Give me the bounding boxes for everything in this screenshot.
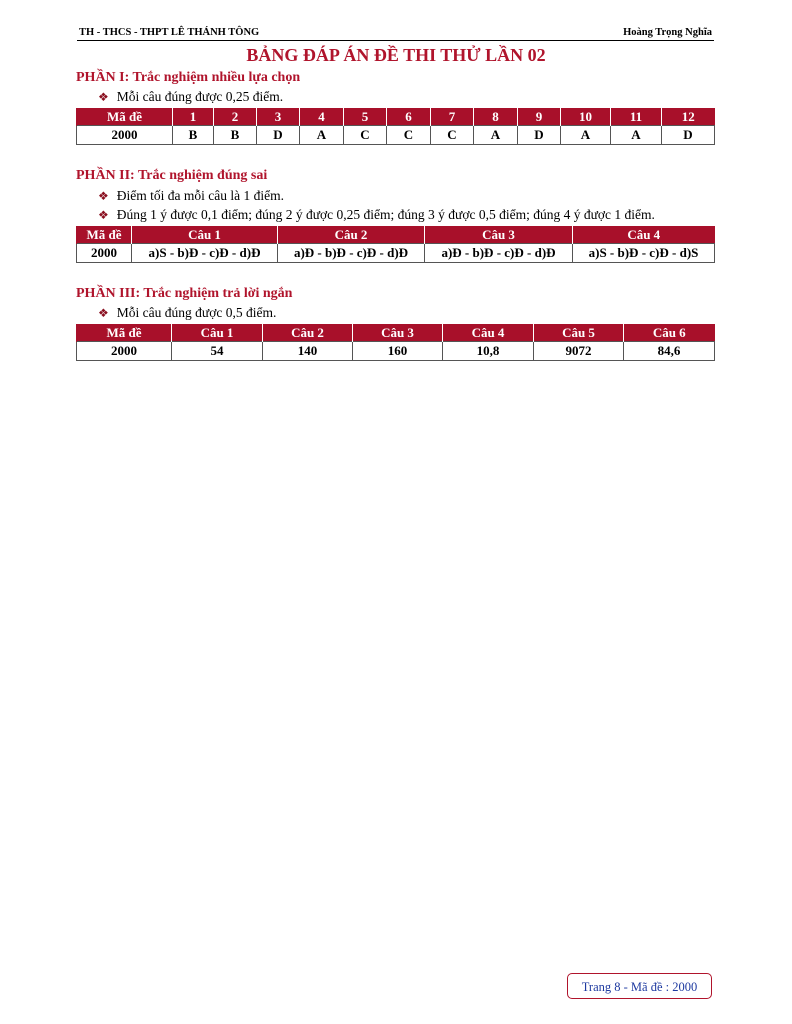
- table-cell: 160: [353, 342, 443, 361]
- header-cell: 8: [474, 108, 518, 126]
- table-cell: B: [173, 126, 214, 145]
- header-cell: Câu 4: [573, 226, 715, 244]
- note-text: Mỗi câu đúng được 0,25 điểm.: [116, 89, 284, 104]
- table-cell: C: [431, 126, 474, 145]
- header-cell: Câu 4: [443, 324, 534, 342]
- header-cell: Mã đề: [77, 108, 173, 126]
- table-cell: 140: [263, 342, 353, 361]
- part3-note: [98, 305, 276, 321]
- table-row: [77, 126, 715, 145]
- diamond-bullet-icon: ❖: [98, 306, 109, 320]
- header-cell: Mã đề: [77, 226, 132, 244]
- header-cell: Câu 5: [534, 324, 624, 342]
- table-header-row: [77, 226, 715, 244]
- header-cell: Câu 3: [353, 324, 443, 342]
- table-cell: a)Đ - b)Đ - c)Đ - d)Đ: [278, 244, 425, 263]
- part1-heading: PHẦN I: Trắc nghiệm nhiều lựa chọn: [76, 70, 301, 85]
- table-cell: 2000: [77, 244, 132, 263]
- table-cell: a)Đ - b)Đ - c)Đ - d)Đ: [425, 244, 573, 263]
- header-cell: 11: [611, 108, 662, 126]
- header-cell: 12: [662, 108, 715, 126]
- part2-heading: PHẦN II: Trắc nghiệm đúng sai: [76, 168, 268, 183]
- table-cell: D: [518, 126, 561, 145]
- header-cell: 9: [518, 108, 561, 126]
- header-cell: 3: [257, 108, 300, 126]
- part2-table: [76, 226, 715, 263]
- table-cell: C: [344, 126, 387, 145]
- part2-note: [98, 207, 655, 223]
- diamond-bullet-icon: ❖: [98, 189, 109, 203]
- table-row: [77, 244, 715, 263]
- header-cell: Câu 1: [172, 324, 263, 342]
- note-text: Mỗi câu đúng được 0,5 điểm.: [116, 305, 277, 320]
- school-name: TH - THCS - THPT LÊ THÁNH TÔNG: [79, 27, 260, 38]
- table-cell: 9072: [534, 342, 624, 361]
- note-text: Điểm tối đa mỗi câu là 1 điểm.: [116, 188, 284, 203]
- table-cell: C: [387, 126, 431, 145]
- table-cell: D: [257, 126, 300, 145]
- table-cell: a)S - b)Đ - c)Đ - d)Đ: [132, 244, 278, 263]
- page-header: [77, 26, 714, 41]
- table-row: [77, 342, 715, 361]
- header-cell: 6: [387, 108, 431, 126]
- part3-heading: PHẦN III: Trắc nghiệm trả lời ngắn: [76, 286, 293, 301]
- header-cell: 4: [300, 108, 344, 126]
- header-cell: 10: [561, 108, 611, 126]
- diamond-bullet-icon: ❖: [98, 90, 109, 104]
- header-cell: Câu 1: [132, 226, 278, 244]
- page-footer-badge: Trang 8 - Mã đề : 2000: [567, 973, 712, 999]
- table-cell: A: [611, 126, 662, 145]
- part1-note: [98, 89, 283, 105]
- table-cell: B: [214, 126, 257, 145]
- table-cell: D: [662, 126, 715, 145]
- part2-note: [98, 188, 284, 204]
- table-header-row: [77, 324, 715, 342]
- header-cell: Câu 2: [278, 226, 425, 244]
- table-cell: a)S - b)Đ - c)Đ - d)S: [573, 244, 715, 263]
- table-cell: 84,6: [624, 342, 715, 361]
- author-name: Hoàng Trọng Nghĩa: [623, 27, 712, 38]
- table-cell: A: [474, 126, 518, 145]
- table-cell: 10,8: [443, 342, 534, 361]
- diamond-bullet-icon: ❖: [98, 208, 109, 222]
- table-cell: A: [300, 126, 344, 145]
- page-title: BẢNG ĐÁP ÁN ĐỀ THI THỬ LẦN 02: [246, 45, 546, 65]
- header-cell: 2: [214, 108, 257, 126]
- table-header-row: [77, 108, 715, 126]
- part1-table: [76, 108, 715, 145]
- header-cell: Mã đề: [77, 324, 172, 342]
- table-cell: 2000: [77, 126, 173, 145]
- table-cell: A: [561, 126, 611, 145]
- note-text: Đúng 1 ý được 0,1 điểm; đúng 2 ý được 0,25 điểm; đúng 3 ý được 0,5 điểm; đúng 4 ý được 1 điểm.: [116, 207, 655, 222]
- header-cell: Câu 6: [624, 324, 715, 342]
- header-cell: Câu 3: [425, 226, 573, 244]
- header-cell: Câu 2: [263, 324, 353, 342]
- header-cell: 1: [173, 108, 214, 126]
- table-cell: 2000: [77, 342, 172, 361]
- header-cell: 5: [344, 108, 387, 126]
- part3-table: [76, 324, 715, 361]
- table-cell: 54: [172, 342, 263, 361]
- header-cell: 7: [431, 108, 474, 126]
